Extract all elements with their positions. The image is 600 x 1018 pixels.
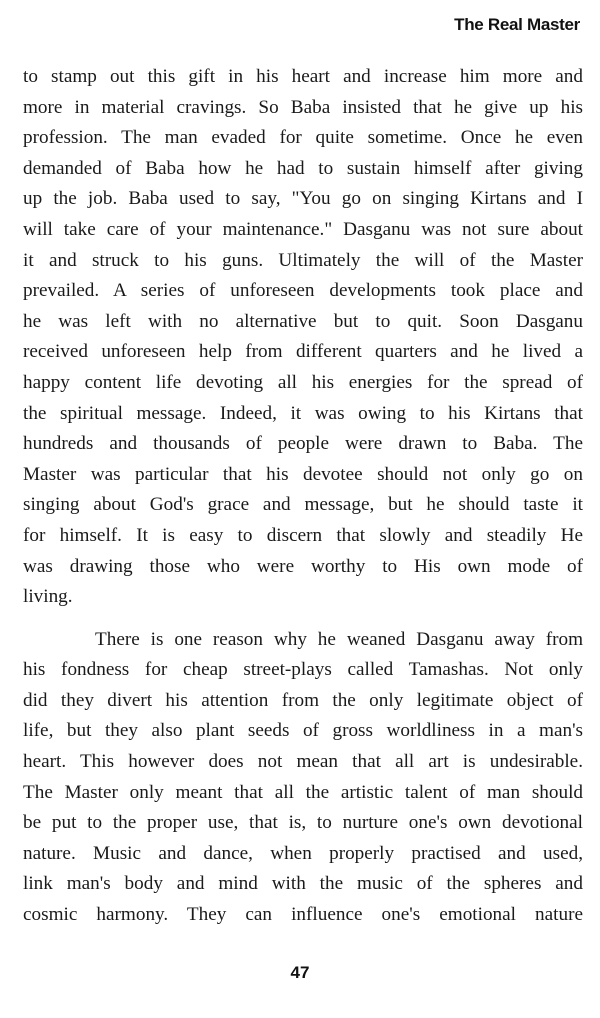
text-line: demanded of Baba how he had to sustain himself after giving (23, 157, 583, 179)
text-line: more in material cravings. So Baba insisted that he give up his (23, 96, 583, 118)
text-line: cosmic harmony. They can influence one's emotional nature (23, 904, 583, 926)
paragraph-2 (23, 625, 583, 931)
text-line: was drawing those who were worthy to His own mode of (23, 555, 583, 577)
text-line: nature. Music and dance, when properly practised and used, (23, 842, 583, 864)
text-line: profession. The man evaded for quite sometime. Once he even (23, 127, 583, 149)
text-line: his fondness for cheap street-plays called Tamashas. Not only (23, 659, 583, 681)
body-text (23, 62, 583, 931)
text-line: for himself. It is easy to discern that slowly and steadily He (23, 524, 583, 546)
page-number: 47 (290, 963, 310, 982)
text-line: heart. This however does not mean that all art is undesirable. (23, 751, 583, 773)
text-line: link man's body and mind with the music of the spheres and (23, 873, 583, 895)
text-line: living. (23, 586, 73, 608)
paragraph-1 (23, 62, 583, 613)
text-line: hundreds and thousands of people were drawn to Baba. The (23, 433, 583, 455)
text-line: will take care of your maintenance." Dasganu was not sure about (23, 218, 583, 240)
text-line: be put to the proper use, that is, to nurture one's own devotional (23, 812, 583, 834)
paragraph-break (23, 613, 583, 625)
text-line: happy content life devoting all his energies for the spread of (23, 371, 583, 393)
text-line: the spiritual message. Indeed, it was owing to his Kirtans that (23, 402, 583, 424)
text-line: prevailed. A series of unforeseen developments took place and (23, 280, 583, 302)
text-line: received unforeseen help from different quarters and he lived a (23, 341, 583, 363)
text-line: up the job. Baba used to say, "You go on singing Kirtans and I (23, 188, 583, 210)
text-line: life, but they also plant seeds of gross worldliness in a man's (23, 720, 583, 742)
running-head-title: The Real Master (454, 15, 580, 34)
text-line: did they divert his attention from the only legitimate object of (23, 689, 583, 711)
text-line: There is one reason why he weaned Dasganu away from (95, 628, 583, 650)
text-line: it and struck to his guns. Ultimately the will of the Master (23, 249, 583, 271)
text-line: Master was particular that his devotee should not only go on (23, 463, 583, 485)
text-line: The Master only meant that all the artistic talent of man should (23, 781, 583, 803)
text-line: to stamp out this gift in his heart and increase him more and (23, 66, 583, 87)
text-line: singing about God's grace and message, but he should taste it (23, 494, 583, 516)
text-line: he was left with no alternative but to quit. Soon Dasganu (23, 310, 583, 332)
